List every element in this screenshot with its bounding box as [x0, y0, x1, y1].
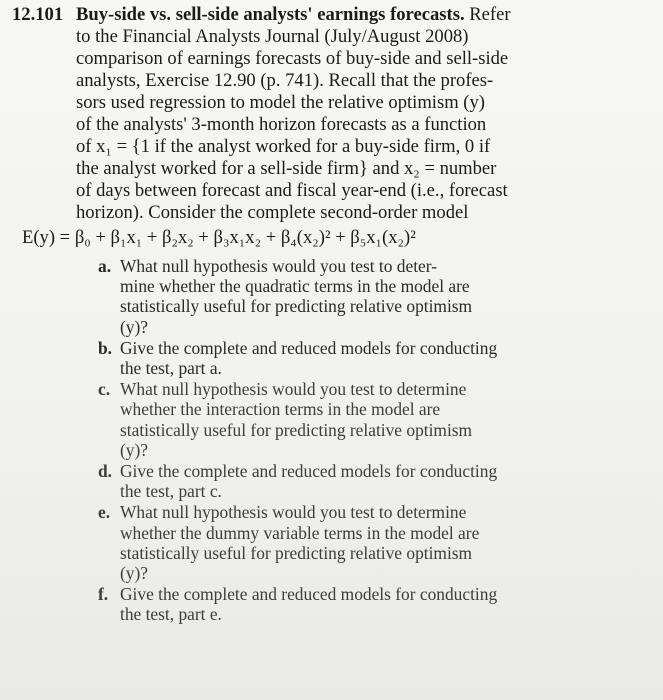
body-line: analysts, Exercise 12.90 (p. 741). Recall that the profes- [76, 70, 494, 91]
part-c [98, 379, 558, 460]
part-line: What null hypothesis would you test to determine [120, 379, 467, 400]
part-line: statistically useful for predicting relative optimism [120, 419, 473, 440]
part-line: the test, part c. [120, 481, 222, 502]
part-letter: c. [98, 379, 111, 400]
part-line: statistically useful for predicting relative optimism [120, 542, 473, 563]
part-letter: f. [98, 584, 109, 605]
part-line: What null hypothesis would you test to deter- [120, 256, 437, 276]
body-line: to the Financial Analysts Journal (July/August 2008) [76, 26, 469, 47]
body-line: of x₁ = {1 if the analyst worked for a buy-side firm, 0 if [76, 136, 491, 157]
part-line: Give the complete and reduced models for conducting [120, 337, 498, 358]
part-b [98, 338, 558, 378]
part-line: (y)? [120, 316, 148, 337]
part-e [98, 502, 558, 583]
exercise-body [76, 26, 636, 224]
exercise-header-tail: Refer [464, 4, 511, 25]
part-line: the test, part a. [120, 358, 222, 379]
second-order-model-equation: E(y) = β₀ + β₁x₁ + β₂x₂ + β₃x₁x₂ + β₄(x₂)² + β₅x₁(x₂)² [22, 227, 416, 248]
exercise-topic: Buy-side vs. sell-side analysts' earnings forecasts. [76, 4, 465, 25]
part-letter: e. [98, 502, 111, 523]
exercise-number: 12.101 [12, 4, 64, 25]
part-line: whether the interaction terms in the model are [120, 399, 441, 420]
body-line: of days between forecast and fiscal year-end (i.e., forecast [76, 180, 508, 201]
body-line: sors used regression to model the relative optimism (y) [76, 92, 485, 113]
part-letter: b. [98, 337, 113, 358]
part-letter: a. [98, 256, 112, 276]
part-letter: d. [98, 461, 113, 482]
part-line: statistically useful for predicting relative optimism [120, 296, 473, 317]
body-line: comparison of earnings forecasts of buy-side and sell-side [76, 48, 509, 69]
part-line: (y)? [120, 563, 148, 584]
part-line: mine whether the quadratic terms in the model are [120, 276, 470, 297]
exercise-12-101 [12, 4, 652, 626]
part-line: What null hypothesis would you test to determine [120, 502, 467, 523]
part-line: the test, part e. [120, 604, 222, 625]
exercise-parts [98, 256, 558, 625]
body-line: the analyst worked for a sell-side firm} and x₂ = number [76, 158, 497, 179]
part-line: Give the complete and reduced models for conducting [120, 584, 498, 605]
exercise-header [12, 4, 652, 26]
part-line: whether the dummy variable terms in the model are [120, 522, 480, 543]
body-line: of the analysts' 3-month horizon forecasts as a function [76, 114, 487, 135]
part-line: Give the complete and reduced models for conducting [120, 461, 498, 482]
body-line: horizon). Consider the complete second-order model [76, 202, 469, 223]
part-d [98, 461, 558, 501]
part-f [98, 584, 558, 624]
part-line: (y)? [120, 439, 148, 460]
part-a [98, 256, 558, 337]
